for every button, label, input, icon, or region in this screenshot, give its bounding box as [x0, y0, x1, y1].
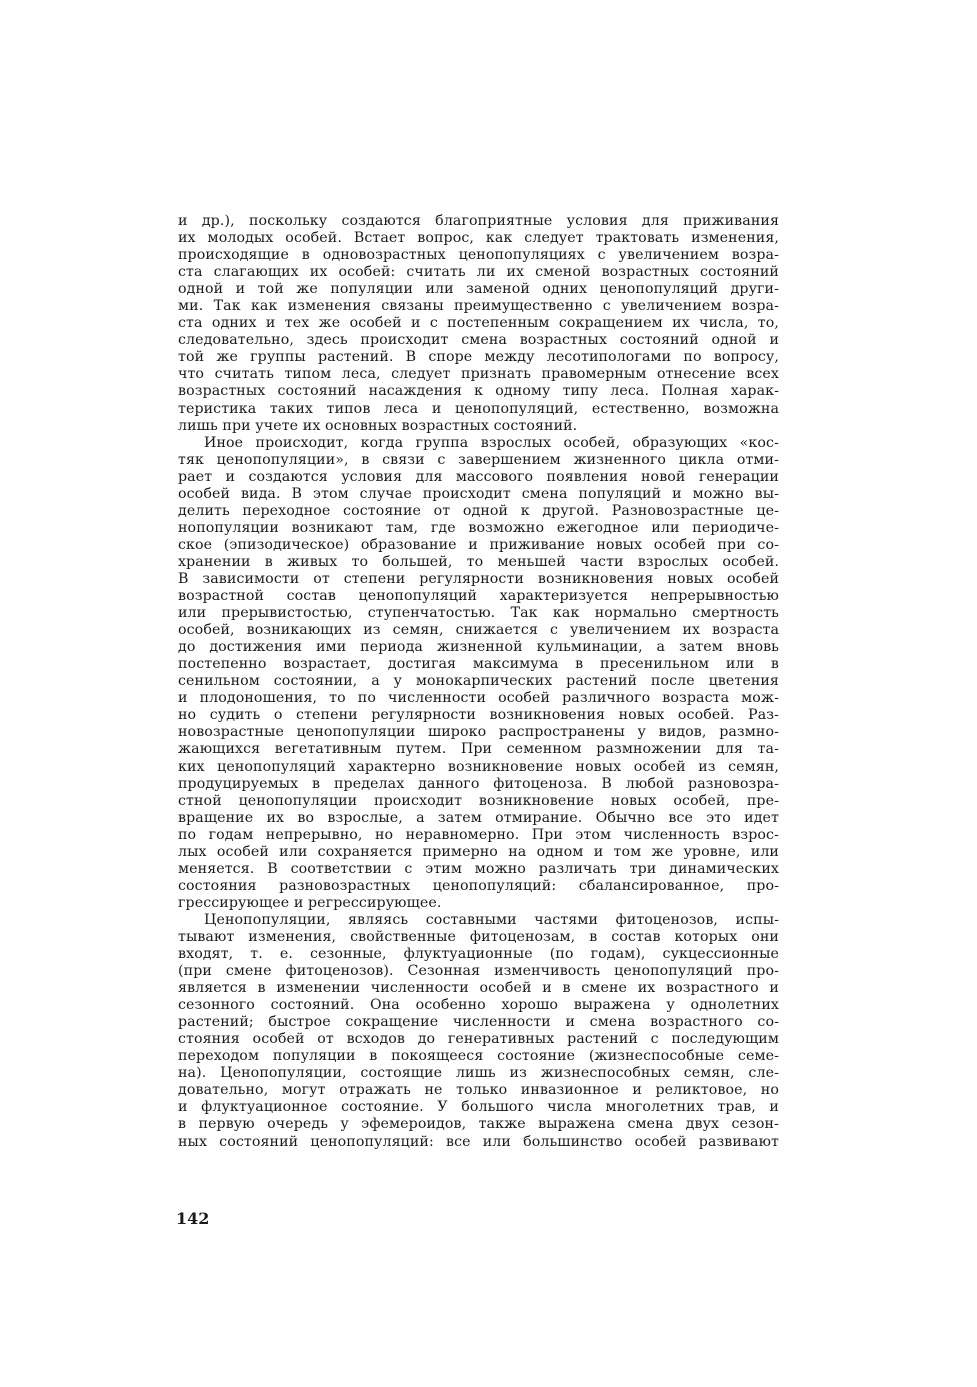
text-line: ких ценопопуляций характерно возникновение новых особей из семян,: [178, 758, 779, 775]
text-line: Иное происходит, когда группа взрослых особей, образующих «кос-: [204, 434, 779, 451]
text-line: (при смене фитоценозов). Сезонная изменчивость ценопопуляций про-: [178, 963, 779, 980]
text-line: следовательно, здесь происходит смена возрастных состояний одной и: [178, 332, 779, 349]
text-line: ми. Так как изменения связаны преимущественно с увеличением возра-: [178, 298, 779, 315]
text-line: или прерывистостью, ступенчатостью. Так как нормально смертность: [178, 605, 779, 622]
text-line: возрастной состав ценопопуляций характеризуется непрерывностью: [178, 588, 779, 605]
text-line: переходом популяции в покоящееся состояние (жизнеспособные семе-: [178, 1048, 779, 1065]
text-line: рает и создаются условия для массового появления новой генерации: [178, 468, 779, 485]
text-line: лишь при учете их основных возрастных состояний.: [178, 417, 578, 434]
text-line: тяк ценопопуляции», в связи с завершением жизненного цикла отми-: [178, 451, 779, 468]
text-line: довательно, могут отражать не только инвазионное и реликтовое, но: [178, 1082, 779, 1099]
text-line: возрастных состояний насаждения к одному типу леса. Полная харак-: [178, 383, 779, 400]
text-line: но судить о степени регулярности возникновения новых особей. Раз-: [178, 707, 779, 724]
text-line: и плодоношения, то по численности особей различного возраста мож-: [178, 690, 779, 707]
text-line: стной ценопопуляции происходит возникновение новых особей, пре-: [178, 792, 779, 809]
text-line: их молодых особей. Встает вопрос, как следует трактовать изменения,: [178, 230, 779, 247]
text-line: ское (эпизодическое) образование и приживание новых особей при со-: [178, 536, 779, 553]
page-number: 142: [176, 1209, 210, 1228]
text-line: теристика таких типов леса и ценопопуляций, естественно, возможна: [178, 400, 779, 417]
text-line: ста слагающих их особей: считать ли их сменой возрастных состояний: [178, 264, 779, 281]
text-line: по годам непрерывно, но неравномерно. При этом численность взрос-: [178, 826, 779, 843]
text-line: в первую очередь у эфемероидов, также выражена смена двух сезон-: [178, 1116, 779, 1133]
text-line: до достижения ими периода жизненной кульминации, а затем вновь: [178, 639, 779, 656]
text-line: жающихся вегетативным путем. При семенном размножении для та-: [178, 741, 779, 758]
body-text: [178, 213, 779, 1151]
text-line: происходящие в одновозрастных ценопопуляциях с увеличением возра-: [178, 247, 779, 264]
text-line: вращение их во взрослые, а затем отмирание. Обычно все это идет: [178, 809, 779, 826]
text-line: что считать типом леса, следует признать правомерным отнесение всех: [178, 366, 779, 383]
text-line: сенильном состоянии, а у монокарпических растений после цветения: [178, 673, 779, 690]
text-line: постепенно возрастает, достигая максимума в пресенильном или в: [178, 656, 779, 673]
text-line: меняется. В соответствии с этим можно различать три динамических: [178, 860, 779, 877]
text-line: продуцируемых в пределах данного фитоценоза. В любой разновозра-: [178, 775, 779, 792]
text-line: лых особей или сохраняется примерно на одном и том же уровне, или: [178, 843, 779, 860]
text-line: хранении в живых то большей, то меньшей части взрослых особей.: [178, 553, 779, 570]
text-line: и флуктуационное состояние. У большого числа многолетних трав, и: [178, 1099, 779, 1116]
text-line: входят, т. е. сезонные, флуктуационные (по годам), сукцессионные: [178, 946, 779, 963]
text-line: Ценопопуляции, являясь составными частями фитоценозов, испы-: [204, 911, 779, 928]
text-line: растений; быстрое сокращение численности и смена возрастного со-: [178, 1014, 779, 1031]
text-line: особей вида. В этом случае происходит смена популяций и можно вы-: [178, 485, 779, 502]
text-line: ста одних и тех же особей и с постепенным сокращением их числа, то,: [178, 315, 779, 332]
text-line: состояния разновозрастных ценопопуляций: сбалансированное, про-: [178, 877, 779, 894]
text-line: особей, возникающих из семян, снижается с увеличением их возраста: [178, 622, 779, 639]
text-line: одной и той же популяции или заменой одних ценопопуляций други-: [178, 281, 779, 298]
text-line: нопопуляции возникают там, где возможно ежегодное или периодиче-: [178, 519, 779, 536]
text-line: тывают изменения, свойственные фитоценозам, в состав которых они: [178, 928, 779, 945]
text-line: стояния особей от всходов до генеративных растений с последующим: [178, 1031, 779, 1048]
text-line: В зависимости от степени регулярности возникновения новых особей: [178, 570, 779, 587]
text-line: той же группы растений. В споре между лесотипологами по вопросу,: [178, 349, 779, 366]
text-line: грессирующее и регрессирующее.: [178, 894, 442, 911]
text-line: на). Ценопопуляции, состоящие лишь из жизнеспособных семян, сле-: [178, 1065, 779, 1082]
text-line: является в изменении численности особей и в смене их возрастного и: [178, 980, 779, 997]
text-line: делить переходное состояние от одной к другой. Разновозрастные це-: [178, 502, 779, 519]
text-line: новозрастные ценопопуляции широко распространены у видов, размно-: [178, 724, 779, 741]
text-line: и др.), поскольку создаются благоприятные условия для приживания: [178, 213, 779, 229]
text-line: сезонного состояний. Она особенно хорошо выражена у однолетних: [178, 997, 779, 1014]
text-line: ных состояний ценопопуляций: все или большинство особей развивают: [178, 1133, 779, 1150]
